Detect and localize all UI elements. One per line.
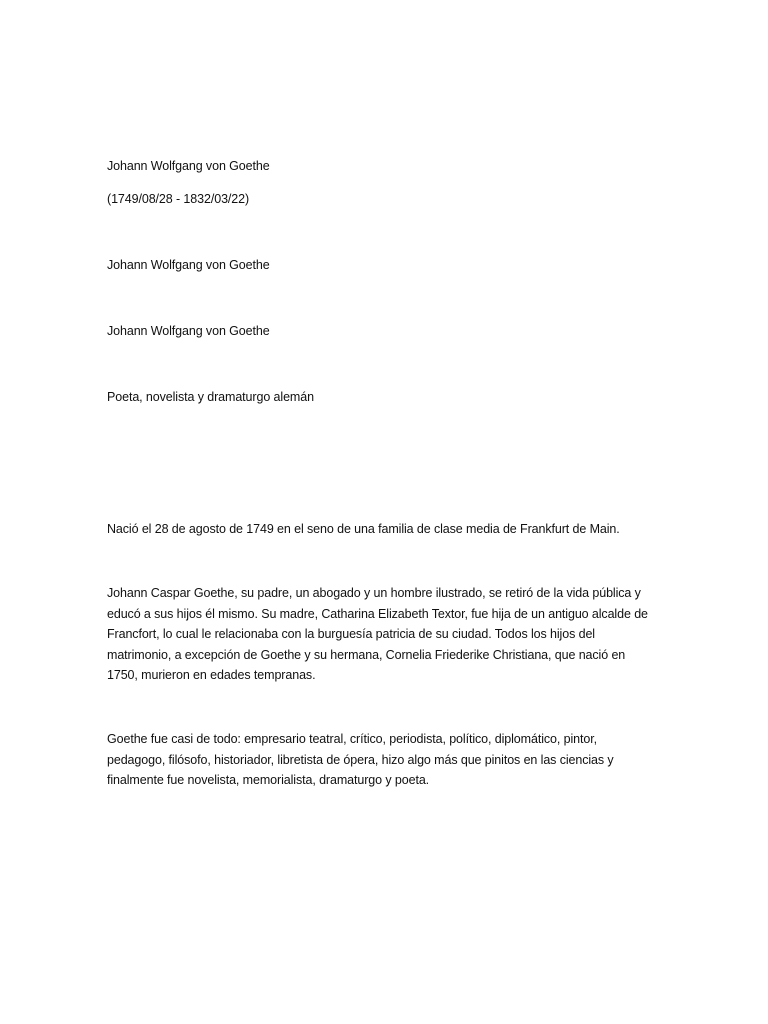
document-title: Johann Wolfgang von Goethe (107, 159, 270, 173)
paragraph-line: matrimonio, a excepción de Goethe y su hermana, Cornelia Friederike Christiana, que nació en (107, 647, 626, 662)
paragraph-line: 1750, murieron en edades tempranas. (107, 668, 316, 682)
name-line-repeat-1: Johann Wolfgang von Goethe (107, 258, 270, 272)
subtitle: Poeta, novelista y dramaturgo alemán (107, 390, 314, 404)
paragraph-line: finalmente fue novelista, memorialista, dramaturgo y poeta. (107, 773, 430, 787)
paragraph-line: Goethe fue casi de todo: empresario teatral, crítico, periodista, político, diplomático, pintor, (107, 732, 597, 746)
career-paragraph (107, 729, 677, 791)
family-paragraph (107, 583, 677, 686)
name-line-repeat-2: Johann Wolfgang von Goethe (107, 324, 270, 338)
paragraph-line: Johann Caspar Goethe, su padre, un abogado y un hombre ilustrado, se retiró de la vida pública y (107, 586, 641, 600)
birth-paragraph: Nació el 28 de agosto de 1749 en el seno de una familia de clase media de Frankfurt de Main. (107, 522, 620, 536)
paragraph-line: educó a sus hijos él mismo. Su madre, Catharina Elizabeth Textor, fue hija de un antiguo alcalde de (107, 606, 648, 621)
paragraph-line: Francfort, lo cual le relacionaba con la burguesía patricia de su ciudad. Todos los hijos del (107, 627, 595, 641)
life-dates: (1749/08/28 - 1832/03/22) (107, 192, 250, 206)
paragraph-line: pedagogo, filósofo, historiador, libretista de ópera, hizo algo más que pinitos en las ciencias y (107, 752, 614, 767)
